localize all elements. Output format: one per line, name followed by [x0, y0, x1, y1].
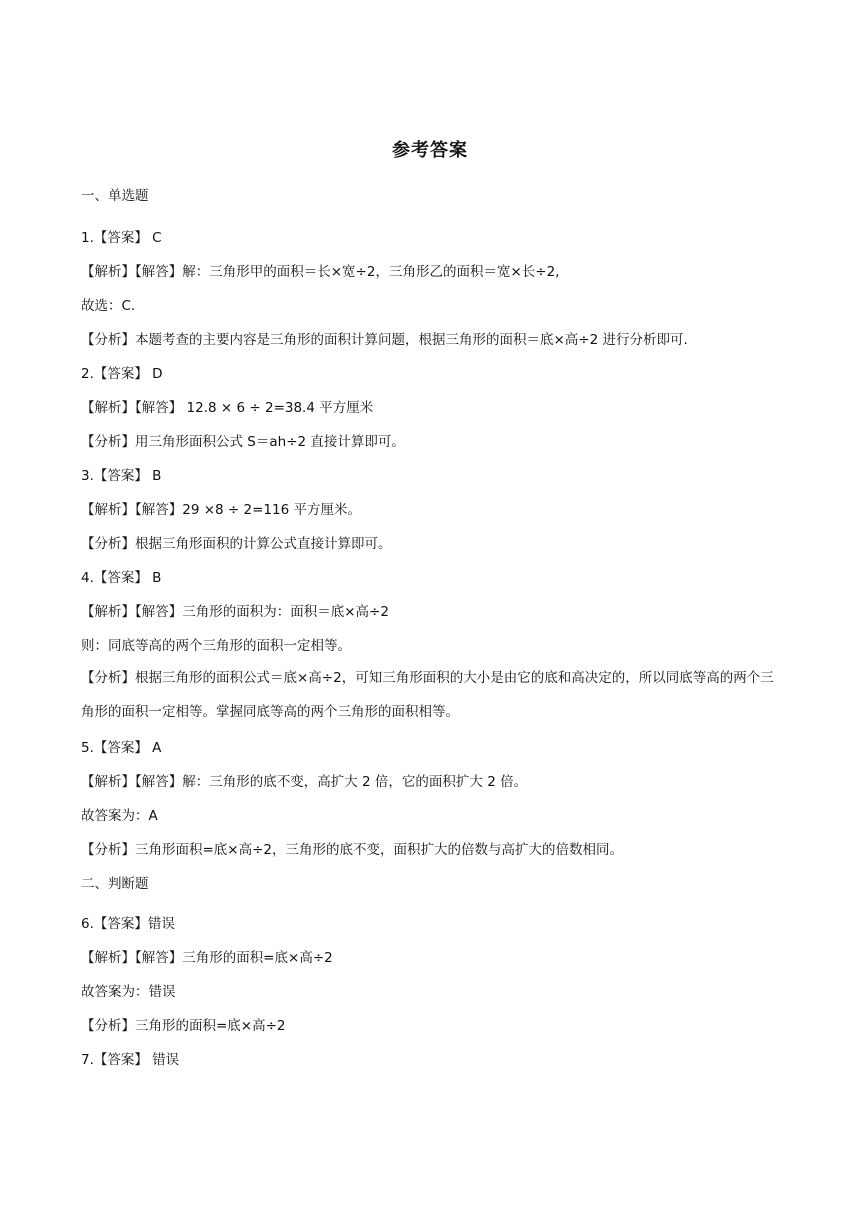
- q5-explanation: 【解析】【解答】解：三角形的底不变，高扩大 2 倍，它的面积扩大 2 倍。: [81, 774, 528, 790]
- q3-answer: 3.【答案】 B: [81, 468, 162, 484]
- q1-explanation: 【解析】【解答】解：三角形甲的面积＝长×宽÷2，三角形乙的面积＝宽×长÷2,: [81, 264, 560, 280]
- q1-answer: 1.【答案】 C: [81, 230, 162, 246]
- page-title: 参考答案: [392, 140, 468, 161]
- q3-analysis: 【分析】根据三角形面积的计算公式直接计算即可。: [81, 536, 392, 552]
- q1-choice: 故选：C.: [81, 298, 136, 314]
- q2-analysis: 【分析】用三角形面积公式 S＝ah÷2 直接计算即可。: [81, 434, 405, 450]
- q4-answer: 4.【答案】 B: [81, 570, 162, 586]
- section-heading-true-false: 二、判断题: [81, 876, 149, 892]
- q6-explanation: 【解析】【解答】三角形的面积=底×高÷2: [81, 950, 333, 966]
- q3-explanation: 【解析】【解答】29 ×8 ÷ 2=116 平方厘米。: [81, 502, 361, 518]
- q4-analysis: 【分析】根据三角形的面积公式＝底×高÷2，可知三角形面积的大小是由它的底和高决定的，所以同底等高的两个三角形的面积一定相等。掌握同底等高的两个三角形的面积相等。: [81, 670, 774, 720]
- q5-choice: 故答案为：A: [81, 808, 158, 824]
- q4-explanation: 【解析】【解答】三角形的面积为：面积＝底×高÷2: [81, 604, 389, 620]
- q2-explanation: 【解析】【解答】 12.8 × 6 ÷ 2=38.4 平方厘米: [81, 400, 374, 416]
- q6-analysis: 【分析】三角形的面积=底×高÷2: [81, 1018, 286, 1034]
- q5-analysis: 【分析】三角形面积=底×高÷2，三角形的底不变，面积扩大的倍数与高扩大的倍数相同。: [81, 842, 624, 858]
- q2-answer: 2.【答案】 D: [81, 366, 163, 382]
- section-heading-single-choice: 一、单选题: [81, 188, 149, 204]
- q6-answer: 6.【答案】错误: [81, 916, 175, 932]
- q4-conclusion: 则：同底等高的两个三角形的面积一定相等。: [81, 638, 351, 654]
- q7-answer: 7.【答案】 错误: [81, 1052, 180, 1068]
- q6-choice: 故答案为：错误: [81, 984, 176, 1000]
- q1-analysis: 【分析】本题考查的主要内容是三角形的面积计算问题，根据三角形的面积＝底×高÷2 进行分析即可.: [81, 332, 688, 348]
- q5-answer: 5.【答案】 A: [81, 740, 162, 756]
